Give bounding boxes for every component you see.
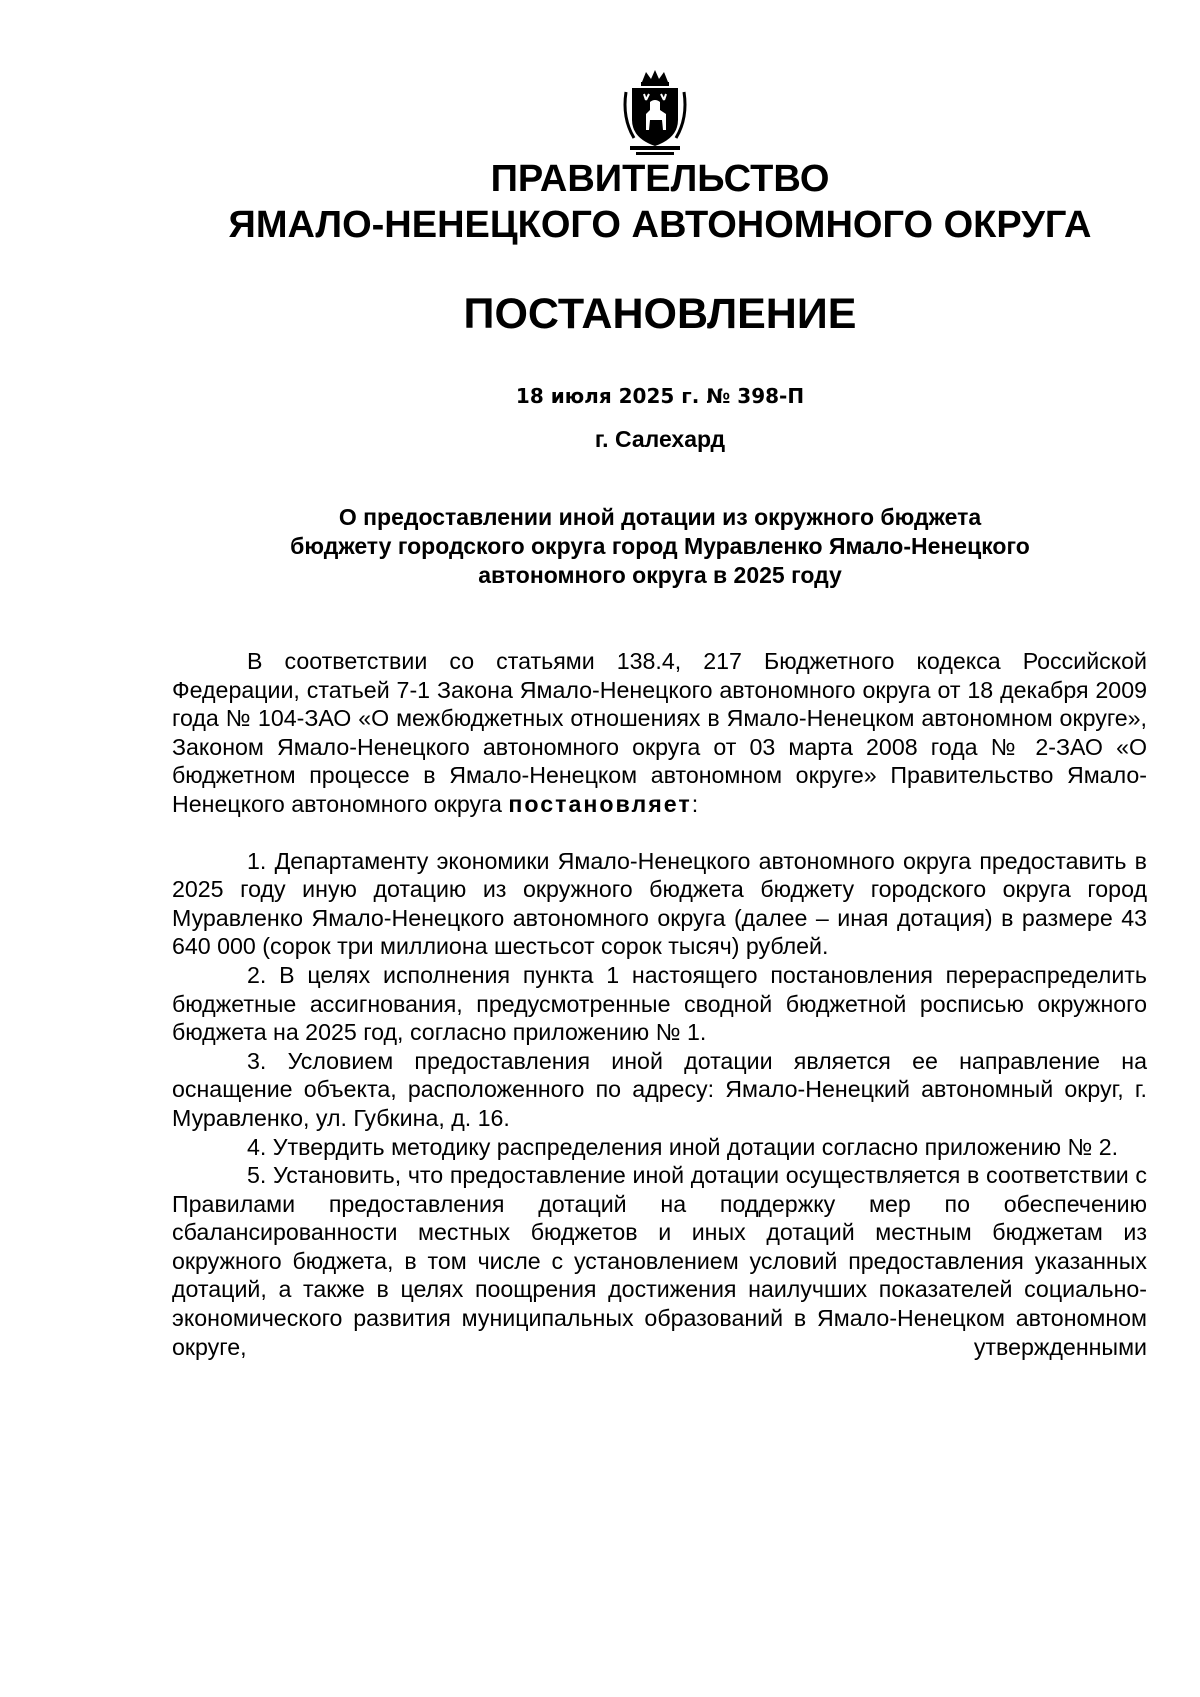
coat-of-arms-icon bbox=[620, 68, 690, 158]
document-type: ПОСТАНОВЛЕНИЕ bbox=[463, 290, 857, 338]
list-item: 3. Условием предоставления иной дотации является ее направление на оснащение объекта, расположенного по адресу: Ямало-Ненецкий автономный округ, г. Муравленко, ул. Губкина, д. 16. bbox=[172, 1047, 1147, 1131]
document-title bbox=[200, 503, 1120, 590]
intro-paragraph bbox=[172, 647, 1147, 819]
list-item: 4. Утвердить методику распределения иной дотации согласно приложению № 2. bbox=[247, 1133, 1119, 1160]
resolves-punct: : bbox=[691, 790, 699, 817]
document-body bbox=[172, 647, 1147, 1361]
organization-name: ПРАВИТЕЛЬСТВО bbox=[490, 158, 830, 200]
document-date-number: 18 июля 2025 г. № 398-П bbox=[515, 384, 805, 408]
list-item: 2. В целях исполнения пункта 1 настоящего постановления перераспределить бюджетные ассигнования, предусмотренные сводной бюджетной росписью окружного бюджета на 2025 год, согласно приложению № 1. bbox=[172, 961, 1147, 1046]
organization-region: ЯМАЛО-НЕНЕЦКОГО АВТОНОМНОГО ОКРУГА bbox=[228, 204, 1092, 246]
title-line: бюджету городского округа город Муравленко Ямало-Ненецкого bbox=[290, 533, 1030, 559]
resolves-word: постановляет bbox=[508, 790, 692, 817]
title-line: автономного округа в 2025 году bbox=[478, 562, 842, 588]
title-line: О предоставлении иной дотации из окружного бюджета bbox=[338, 504, 982, 530]
list-item: 1. Департаменту экономики Ямало-Ненецкого автономного округа предоставить в 2025 году иную дотацию из окружного бюджета бюджету городского округа город Муравленко Ямало-Ненецкого автономного округа (далее – иная дотация) в размере 43 640 000 (сорок три миллиона шестьсот сорок тысяч) рублей. bbox=[172, 847, 1147, 960]
document-city: г. Салехард bbox=[594, 426, 726, 452]
intro-text: В соответствии со статьями 138.4, 217 Бюджетного кодекса Российской Федерации, статьей 7-1 Закона Ямало-Ненецкого автономного округа от 18 декабря 2009 года № 104-ЗАО «О межбюджетных отношениях в Ямало-Ненецком автономном округе», Законом Ямало-Ненецкого автономного округа от 03 марта 2008 года № 2-ЗАО «О бюджетном процессе в Ямало-Ненецком автономном округе» Правительство Ямало-Ненецкого автономного округа bbox=[172, 648, 1147, 817]
list-item: 5. Установить, что предоставление иной дотации осуществляется в соответствии с Правилами предоставления дотаций на поддержку мер по обеспечению сбалансированности местных бюджетов и иных дотаций местным бюджетам из окружного бюджета, в том числе с установлением условий предоставления указанных дотаций, а также в целях поощрения достижения наилучших показателей социально-экономического развития муниципальных образований в Ямало-Ненецком автономном округе, утвержденными bbox=[172, 1162, 1147, 1360]
